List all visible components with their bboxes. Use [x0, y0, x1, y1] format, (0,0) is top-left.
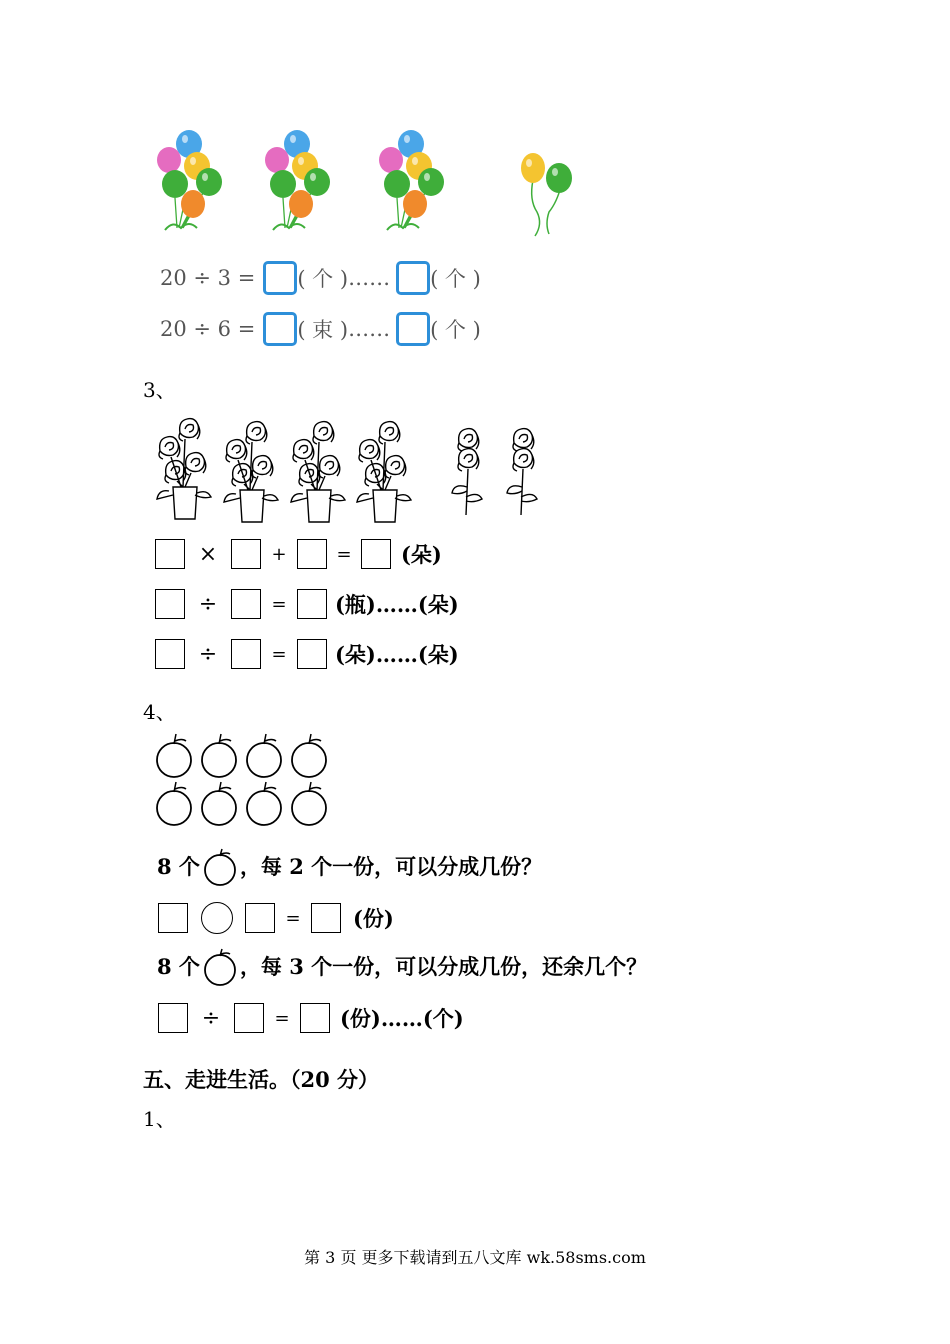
unit-label: ( 个 ) — [430, 318, 481, 342]
balloon-bunch-3 — [377, 128, 452, 240]
unit-label: (瓶) — [335, 592, 376, 617]
prompt-text: ，每 2 个一份，可以分成几份？ — [239, 854, 543, 879]
q4-equation-row-1 — [158, 898, 394, 938]
divide-sign: ÷ — [201, 1005, 221, 1031]
unit-label: (朵) — [335, 642, 376, 667]
equals-sign: = — [336, 543, 352, 565]
apple — [247, 734, 281, 777]
answer-box[interactable] — [155, 639, 185, 669]
apple-grid — [152, 732, 342, 832]
answer-box[interactable] — [297, 639, 327, 669]
unit-label: ( 个 ) — [297, 267, 349, 291]
apple — [292, 782, 326, 825]
answer-box[interactable] — [158, 903, 188, 933]
balloon-equation-2 — [160, 309, 481, 349]
ellipsis: …… — [375, 591, 418, 617]
q3-equation-row-3 — [155, 634, 459, 674]
unit-label: (朵) — [417, 642, 459, 667]
answer-box[interactable] — [158, 1003, 188, 1033]
unit-label: (朵) — [417, 592, 459, 617]
section-heading: 五、走进生活。（20 分） — [143, 1067, 380, 1092]
flower-vase-4 — [355, 418, 413, 524]
answer-box[interactable] — [263, 312, 297, 346]
ellipsis: …… — [375, 641, 418, 667]
apple — [202, 734, 236, 777]
apple — [157, 782, 191, 825]
apple — [157, 734, 191, 777]
unit-label: (份) — [353, 906, 394, 931]
q4-equation-row-2 — [158, 998, 464, 1038]
flower-vase-1 — [155, 415, 213, 521]
answer-box[interactable] — [245, 903, 275, 933]
question-number-3: 3、 — [143, 378, 176, 402]
remainder-box[interactable] — [396, 261, 430, 295]
operator-circle[interactable] — [201, 902, 233, 934]
apple — [292, 734, 326, 777]
flower-vase-2 — [222, 418, 280, 524]
prompt-text: ，每 3 个一份，可以分成几份，还余几个？ — [239, 954, 648, 979]
answer-box[interactable] — [297, 589, 327, 619]
answer-box[interactable] — [231, 589, 261, 619]
answer-box[interactable] — [231, 639, 261, 669]
divide-sign: ÷ — [198, 641, 218, 667]
q3-equation-row-2 — [155, 584, 459, 624]
answer-box[interactable] — [311, 903, 341, 933]
q3-equation-row-1 — [155, 534, 442, 574]
equals-sign: = — [285, 907, 301, 929]
multiply-sign: × — [198, 541, 218, 567]
prompt-text: 8 个 — [157, 854, 200, 879]
balloon-bunch-1 — [155, 128, 230, 240]
answer-box[interactable] — [155, 539, 185, 569]
equals-sign: = — [271, 593, 287, 615]
unit-label: ( 束 ) — [297, 318, 349, 342]
equals-sign: = — [271, 643, 287, 665]
apple — [247, 782, 281, 825]
question-number-4: 4、 — [143, 700, 176, 724]
flower-vase-3 — [289, 418, 347, 524]
equation-lhs: 20 ÷ 6 = — [160, 317, 256, 341]
unit-label: (份) — [340, 1006, 381, 1031]
answer-box[interactable] — [231, 539, 261, 569]
remainder-box[interactable] — [396, 312, 430, 346]
single-flower-1 — [448, 425, 488, 517]
unit-label: ( 个 ) — [430, 267, 481, 291]
divide-sign: ÷ — [198, 591, 218, 617]
page-footer: 第 3 页 更多下载请到五八文库 wk.58sms.com — [304, 1248, 646, 1267]
answer-box[interactable] — [297, 539, 327, 569]
answer-box[interactable] — [361, 539, 391, 569]
ellipsis: …… — [348, 266, 391, 290]
q4-prompt-1 — [157, 846, 542, 886]
unit-label: (个) — [422, 1006, 464, 1031]
single-flower-2 — [503, 425, 543, 517]
balloon-equation-1 — [160, 258, 481, 298]
ellipsis: …… — [380, 1005, 423, 1031]
equation-lhs: 20 ÷ 3 = — [160, 266, 256, 290]
apple-icon — [200, 946, 240, 986]
answer-box[interactable] — [300, 1003, 330, 1033]
sub-question-number: 1、 — [143, 1107, 176, 1131]
answer-box[interactable] — [263, 261, 297, 295]
answer-box[interactable] — [234, 1003, 264, 1033]
apple-icon — [200, 846, 240, 886]
equals-sign: = — [274, 1007, 290, 1029]
prompt-text: 8 个 — [157, 954, 200, 979]
balloon-bunch-2 — [263, 128, 338, 240]
balloon-pair — [517, 150, 582, 238]
plus-sign: + — [271, 543, 287, 565]
q4-prompt-2 — [157, 946, 647, 986]
answer-box[interactable] — [155, 589, 185, 619]
apple — [202, 782, 236, 825]
unit-label: (朵) — [401, 542, 442, 567]
ellipsis: …… — [348, 317, 391, 341]
